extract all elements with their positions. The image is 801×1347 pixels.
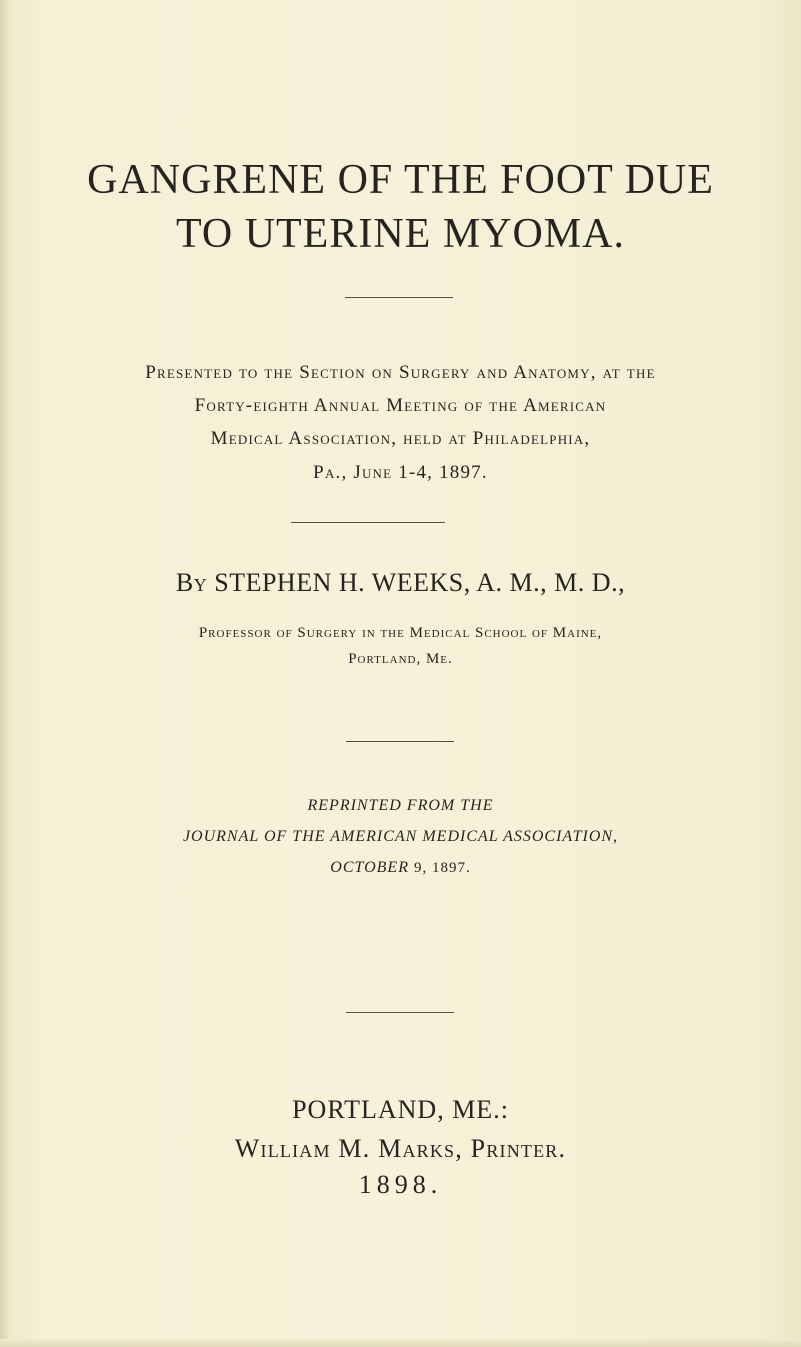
divider-rule-4 [346,1012,454,1013]
imprint-printer: William M. Marks, Printer. [234,1134,567,1163]
reprint-line-2: JOURNAL OF THE AMERICAN MEDICAL ASSOCIATION, [182,828,619,845]
author-name: STEPHEN H. WEEKS, A. M., M. D., [214,568,626,597]
presentation-line-1: Presented to the Section on Surgery and Anatomy, at the [145,362,656,383]
reprint-line-3 [0,858,801,878]
divider-rule-3 [346,741,454,742]
author-affiliation-line-1: Professor of Surgery in the Medical School of Maine, [198,625,603,641]
divider-rule-2 [291,522,445,523]
imprint-place: PORTLAND, ME.: [292,1095,509,1124]
page-bottom-edge [0,1339,801,1347]
divider-rule-1 [345,297,453,298]
author-byline [0,568,801,598]
presentation-line-4: Pa., June 1-4, 1897. [313,462,488,483]
reprint-month: OCTOBER [330,859,409,876]
presentation-line-3: Medical Association, held at Philadelphia, [210,428,591,449]
reprint-date: 9, 1897. [413,860,471,876]
reprint-line-1: REPRINTED FROM THE [307,797,494,814]
imprint-year: 1898. [358,1170,443,1199]
author-affiliation-line-2: Portland, Me. [348,651,453,667]
author-by: By [175,568,208,597]
presentation-line-2: Forty-eighth Annual Meeting of the American [194,395,607,416]
title-line-2: TO UTERINE MYOMA. [175,211,626,257]
title-line-1: GANGRENE OF THE FOOT DUE [87,157,714,203]
